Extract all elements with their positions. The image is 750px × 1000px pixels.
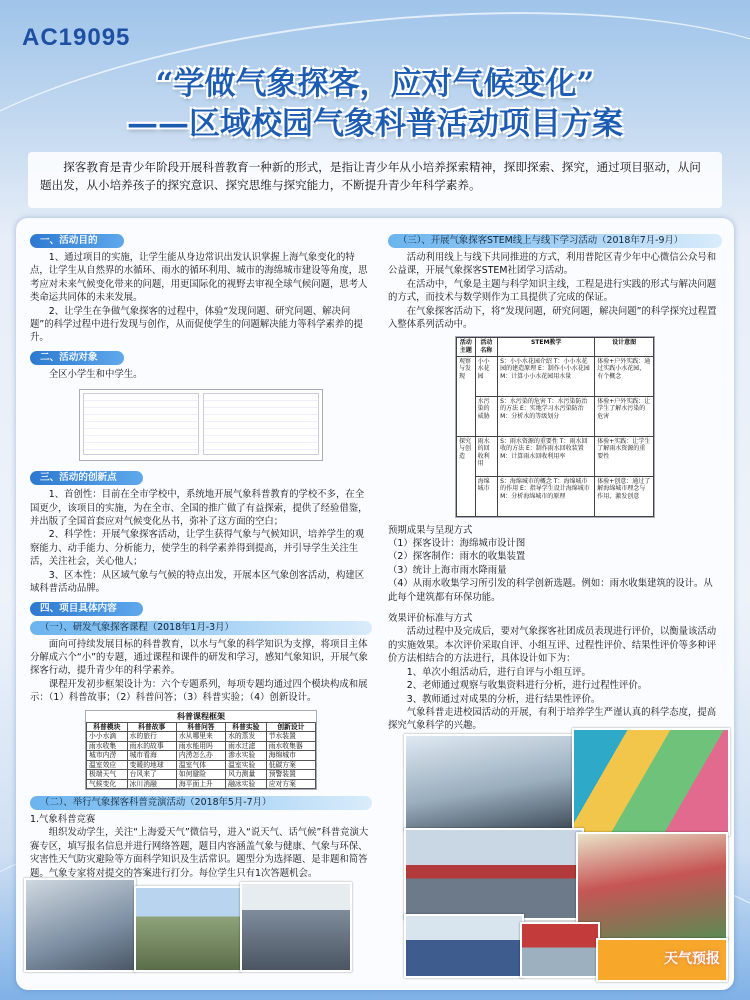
list-item: 2、老师通过观察与收集资料进行分析，进行过程性评价。 bbox=[406, 680, 648, 692]
list-item: （2）探客制作：雨水的收集装置 bbox=[388, 551, 526, 563]
table-title: 科普课程框架 bbox=[177, 711, 225, 721]
photo-weather-logo bbox=[596, 938, 728, 982]
left-column bbox=[30, 232, 372, 907]
photo-lecture bbox=[240, 882, 352, 972]
list-item: 1、单次小组活动后，进行自评与小组互评。 bbox=[406, 666, 591, 678]
stem-table bbox=[455, 336, 655, 517]
table-cell: 极端天气 bbox=[87, 770, 128, 780]
table-cell: 水的旅行 bbox=[127, 732, 176, 742]
table-cell: 体验+创意：通过了解海绵城市理念与作用，激发创意 bbox=[595, 476, 654, 516]
table-cell: 低碳方案 bbox=[266, 760, 315, 770]
paragraph: 效果评价标准与方式 bbox=[388, 613, 473, 625]
sub-title: ——区域校园气象科普活动项目方案 bbox=[127, 106, 623, 142]
table-cell: 渗水实验 bbox=[226, 751, 267, 761]
table-header: STEM教学 bbox=[498, 338, 595, 356]
table-cell: 变暖的地球 bbox=[127, 760, 176, 770]
photo-classroom bbox=[24, 878, 136, 972]
table-cell: 雨水的回收利用 bbox=[475, 436, 497, 476]
table-cell: 城市看海 bbox=[127, 751, 176, 761]
table-cell: 体验+户外实践：通过实践小水花园，有个概念 bbox=[595, 356, 654, 396]
table-header: 活动名称 bbox=[475, 338, 497, 356]
list-item: （1）探客设计：海绵城市设计图 bbox=[388, 538, 526, 550]
paragraph: 活动过程中及完成后，要对气象探客社团成员表现进行评价，以衡量该活动的实施效果。本次评价采取自评、小组互评、过程性评价、结果性评价等多种评价方法相结合的方法进行，具体设计如下为： bbox=[388, 626, 717, 665]
paragraph: 课程开发初步框架设计为：六个专题系列，每项专题均通过四个模块构成和展示：（1）科普故事；（2）科普问答；（3）科普实验；（4）创新设计。 bbox=[30, 678, 368, 704]
table-cell: 海绵城市 bbox=[266, 751, 315, 761]
poster-code: AC19095 bbox=[22, 24, 131, 51]
table-cell: 雨水的故事 bbox=[127, 741, 176, 751]
table-row bbox=[87, 760, 316, 770]
table-row bbox=[457, 396, 654, 436]
subsection-heading: （二）、举行气象探客科普竞演活动（2018年5月-7月） bbox=[30, 796, 372, 810]
content-panel bbox=[16, 218, 734, 990]
photo-ceremony bbox=[520, 922, 600, 978]
paragraph: 组织发动学生，关注“上海爱天气”微信号，进入“说天气、话气候”科普竞演大赛专区，填写报名信息并进行网络答题，题目内容涵盖气象与健康、气象与环保、灾害性天气防灾避险等方面科学知识及生活常识。题型分为选择题、是非题和简答题。气象专家将对提交的答案进行打分。每位学生只有1次答题机会。 bbox=[30, 827, 369, 879]
photo-students-outdoor bbox=[134, 886, 242, 972]
table-cell: S：海绵城市的概念 T：海绵城市的作用 E：指导学生设计海绵城市 M：分析海绵城市的原理 bbox=[498, 476, 595, 516]
table-header: 活动主题 bbox=[457, 338, 476, 356]
paragraph: 2、科学性：开展气象探客活动，让学生获得气象与气候知识，培养学生的观察能力、动手能力、分析能力，使学生的科学素养得到提高，并引导学生关注生活，关注社会，关心他人； bbox=[30, 529, 365, 568]
table-cell: 雨水过滤 bbox=[226, 741, 267, 751]
table-cell: 观察与发现 bbox=[457, 356, 476, 436]
table-row bbox=[457, 356, 654, 396]
table-cell: 小小水滴 bbox=[87, 732, 128, 742]
list-item: （3）统计上海市雨水降雨量 bbox=[388, 564, 507, 576]
table-cell: 海绵城市 bbox=[475, 476, 497, 516]
section-heading: 四、项目具体内容 bbox=[30, 602, 143, 616]
table-cell: 水的蒸发 bbox=[226, 732, 267, 742]
table-header: 科普问答 bbox=[176, 722, 225, 732]
table-cell: 台风来了 bbox=[127, 770, 176, 780]
table-row bbox=[87, 770, 316, 780]
table-cell: 节水装置 bbox=[266, 732, 315, 742]
table-row bbox=[87, 751, 316, 761]
table-cell: 预警装置 bbox=[266, 770, 315, 780]
table-cell: 水污染的威胁 bbox=[475, 396, 497, 436]
table-cell: 温室实验 bbox=[226, 760, 267, 770]
table-cell: 应对方案 bbox=[266, 779, 315, 789]
table-row bbox=[87, 741, 316, 751]
table-cell: 雨水能用吗 bbox=[176, 741, 225, 751]
table-cell: 探究与创造 bbox=[457, 436, 476, 516]
paragraph: 1、通过项目的实施，让学生能从身边常识出发认识掌握上海气象变化的特点，让学生从自然界的水循环、雨水的循环利用、城市的海绵城市建设等角度，思考应对未来气候变化带来的问题，用更国际化的视野去审视全球气候问题，思考人类命运共同体的未来发展。 bbox=[30, 252, 368, 304]
right-column bbox=[388, 232, 722, 733]
main-title: “学做气象探客，应对气候变化” bbox=[155, 66, 595, 102]
table-header: 科普实验 bbox=[226, 722, 267, 732]
photo-students bbox=[404, 914, 524, 978]
table-row bbox=[87, 732, 316, 742]
paragraph: 3、区本性：从区域气象与气候的特点出发，开展本区气象创客活动，构建区域科普活动品牌。 bbox=[30, 569, 365, 595]
table-row bbox=[457, 476, 654, 516]
table-cell: 体验+实践：让学生了解雨水资源的重要性 bbox=[595, 436, 654, 476]
course-table bbox=[85, 710, 317, 791]
course-framework-table bbox=[86, 722, 316, 790]
table-cell: 风力测量 bbox=[226, 770, 267, 780]
table-cell: 温室气体 bbox=[176, 760, 225, 770]
paragraph: 全区小学生和中学生。 bbox=[48, 368, 143, 380]
section-heading: 二、活动对象 bbox=[30, 351, 124, 365]
list-item: （4）从雨水收集学习所引发的科学创新选题。例如：雨水收集建筑的设计。从此每个建筑都有环保功能。 bbox=[388, 578, 713, 603]
table-cell: 冰川消融 bbox=[127, 779, 176, 789]
table-cell: 城市内涝 bbox=[87, 751, 128, 761]
table-cell: 雨水收集器 bbox=[266, 741, 315, 751]
table-header: 科普故事 bbox=[127, 722, 176, 732]
table-cell: 如何避险 bbox=[176, 770, 225, 780]
photo-lab bbox=[404, 734, 576, 832]
table-row bbox=[457, 436, 654, 476]
table-cell: 内涝怎么办 bbox=[176, 751, 225, 761]
paragraph: 1.气象科普竞赛 bbox=[30, 814, 96, 826]
stem-design-table bbox=[456, 337, 654, 516]
table-cell: 海平面上升 bbox=[176, 779, 225, 789]
table-cell: 气候变化 bbox=[87, 779, 128, 789]
table-row bbox=[87, 779, 316, 789]
table-cell: S：小小水花园介绍 T：小小水花园的建造原理 E：制作小小水花园 M：计算小小水花园用水量 bbox=[498, 356, 595, 396]
paragraph: 在活动中，气象是主题与科学知识主线，工程是进行实践的形式与解决问题的方式，而技术与数学则作为工具提供了完成的保证。 bbox=[388, 278, 717, 304]
section-heading: 三、活动的创新点 bbox=[30, 471, 143, 485]
table-header: 科普模块 bbox=[87, 722, 128, 732]
table-cell: S：雨水资源的重要性 T：雨水回收的方法 E：制作雨水回收装置 M：计算雨水回收利用率 bbox=[498, 436, 595, 476]
table-cell: S：水污染的危害 T：水污染防治的方法 E：实地学习水污染防治 M：分析水的等级划分 bbox=[498, 396, 595, 436]
photo-award bbox=[404, 828, 584, 920]
table-header: 创新设计 bbox=[266, 722, 315, 732]
intro-paragraph: 探客教育是青少年阶段开展科普教育一种新的形式，是指让青少年从小培养探索精神，探即探索、探究，通过项目驱动，从问题出发，从小培养孩子的探究意识、探究思维与探究能力，不断提升青少年科学素养。 bbox=[28, 152, 722, 208]
weather-logo-text: 天气预报 bbox=[664, 951, 720, 967]
table-cell: 融冰实验 bbox=[226, 779, 267, 789]
table-header: 设计意图 bbox=[595, 338, 654, 356]
paragraph: 1、首创性：目前在全市学校中，系统地开展气象科普教育的学校不多，在全国更少，该项目的实施，为在全市、全国的推广做了有益探索，提供了经验借鉴，并出版了全国首套应对气候变化丛书，弥补了这方面的空白； bbox=[30, 489, 368, 528]
subsection-heading: （一）、研发气象探客课程（2018年1月-3月） bbox=[30, 621, 372, 635]
subsection-heading: （三）、开展气象探客STEM线上与线下学习活动（2018年7月-9月） bbox=[388, 234, 722, 248]
table-cell: 体验+户外实践：让学生了解水污染的危害 bbox=[595, 396, 654, 436]
table-cell: 温室效应 bbox=[87, 760, 128, 770]
paragraph: 在气象探客活动下，将“发现问题，研究问题，解决问题”的科学探究过程置入整体系列活动中。 bbox=[388, 305, 717, 331]
stats-screenshot bbox=[79, 389, 323, 461]
photo-books bbox=[572, 728, 730, 836]
section-heading: 一、活动目的 bbox=[30, 234, 124, 248]
list-item: 3、教师通过对成果的分析，进行结果性评价。 bbox=[406, 693, 601, 705]
table-cell: 小小水花园 bbox=[475, 356, 497, 396]
paragraph: 气象科普走进校园活动的开展，有利于培养学生严谨认真的科学态度，提高探究气象科学的兴趣。 bbox=[388, 706, 717, 732]
paragraph: 2、让学生在争做气象探客的过程中，体验“发现问题、研究问题、解决问题”的科学过程中进行发现与创作，从而促使学生的问题解决能力等科学素养的提升。 bbox=[30, 305, 363, 344]
paragraph: 预期成果与呈现方式 bbox=[388, 524, 473, 536]
table-cell: 雨水收集 bbox=[87, 741, 128, 751]
paragraph: 面向可持续发展目标的科普教育，以水与气象的科学知识为支撑，将项目主体分解成六个“小”的专题，通过课程和课件的研发和学习，感知气象知识，开展气象探客行动，提升青少年的科学素养。 bbox=[30, 638, 368, 677]
paragraph: 活动利用线上与线下共同推进的方式，利用普陀区青少年中心微信公众号和公益课，开展气象探客STEM社团学习活动。 bbox=[388, 252, 717, 277]
table-cell: 水从哪里来 bbox=[176, 732, 225, 742]
